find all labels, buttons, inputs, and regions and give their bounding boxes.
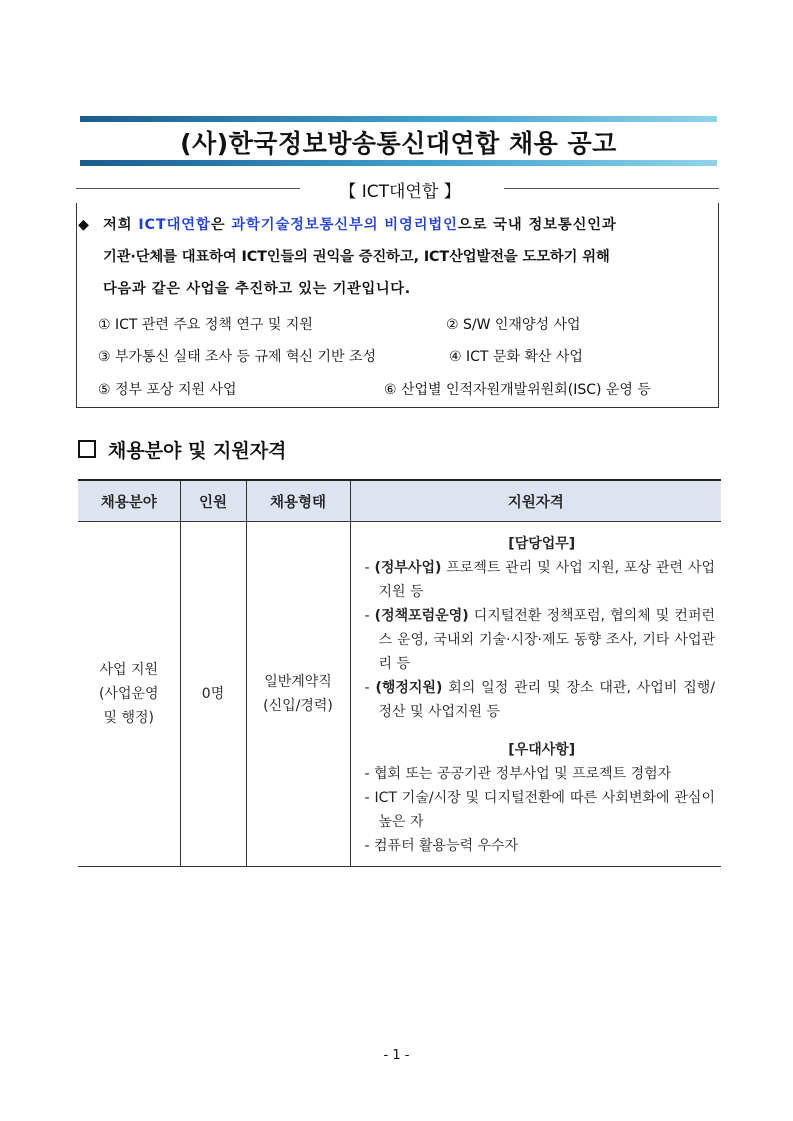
top-accent-bar	[80, 116, 717, 122]
table-header-row	[78, 480, 721, 522]
page-title: (사)한국정보방송통신대연합 채용 공고	[180, 129, 617, 158]
header-qualification: 지원자격	[350, 480, 721, 522]
org-name: ICT대연합	[138, 217, 211, 233]
duties-heading: [담당업무]	[508, 536, 576, 552]
business-item: ⑥ 산업별 인적자원개발위원회(ISC) 운영 등	[384, 382, 651, 398]
intro-text	[78, 214, 718, 310]
intro-line-2: 기관·단체를 대표하여 ICT인들의 권익을 증진하고, ICT산업발전을 도모하기 위해	[103, 249, 610, 265]
bottom-accent-bar	[80, 160, 717, 166]
header-type: 채용형태	[246, 480, 350, 522]
table-row	[78, 522, 721, 867]
field-cell: 사업 지원 (사업운영 및 행정)	[78, 522, 180, 867]
business-item: ② S/W 인재양성 사업	[446, 317, 581, 333]
subtitle-rule-left	[76, 188, 300, 189]
duty-item: - (정부사업) 프로젝트 관리 및 사업 지원, 포상 관련 사업 지원 등	[364, 560, 715, 600]
recruitment-table	[78, 479, 721, 867]
preference-item: - 컴퓨터 활용능력 우수자	[364, 838, 519, 854]
type-cell: 일반계약직 (신입/경력)	[246, 522, 350, 867]
header-field: 채용분야	[78, 480, 180, 522]
ministry-name: 과학기술정보통신부의 비영리법인	[231, 217, 458, 233]
preference-item: - 협회 또는 공공기관 정부사업 및 프로젝트 경험자	[364, 766, 672, 782]
subtitle-rule-right	[504, 188, 719, 189]
business-item: ④ ICT 문화 확산 사업	[449, 349, 583, 365]
duty-item: - (행정지원) 회의 일정 관리 및 장소 대관, 사업비 집행/정산 및 사업지원 등	[364, 680, 715, 720]
preference-item: - ICT 기술/시장 및 디지털전환에 따른 사회변화에 관심이 높은 자	[364, 790, 715, 830]
duty-item: - (정책포럼운영) 디지털전환 정책포럼, 협의체 및 컨퍼런스 운영, 국내외 기술·시장·제도 동향 조사, 기타 사업관리 등	[364, 608, 715, 672]
intro-line-3: 다음과 같은 사업을 추진하고 있는 기관입니다.	[103, 281, 411, 297]
page-number: - 1 -	[383, 1048, 410, 1063]
preference-heading: [우대사항]	[508, 742, 576, 758]
business-item: ① ICT 관련 주요 정책 연구 및 지원	[98, 317, 313, 333]
header-headcount: 인원	[180, 480, 246, 522]
business-item: ⑤ 정부 포상 지원 사업	[98, 382, 237, 398]
business-item: ③ 부가통신 실태 조사 등 규제 혁신 기반 조성	[98, 349, 377, 365]
intro-line-1: ◆ 저희 ICT대연합은 과학기술정보통신부의 비영리법인으로 국내 정보통신인과	[78, 214, 718, 246]
subtitle: 【 ICT대연합 】	[339, 182, 461, 202]
headcount-cell: 0명	[180, 522, 246, 867]
qualification-cell	[350, 522, 721, 867]
diamond-bullet-icon: ◆	[78, 217, 90, 233]
section-heading: 채용분야 및 지원자격	[78, 436, 286, 463]
checkbox-square-icon	[78, 440, 96, 458]
